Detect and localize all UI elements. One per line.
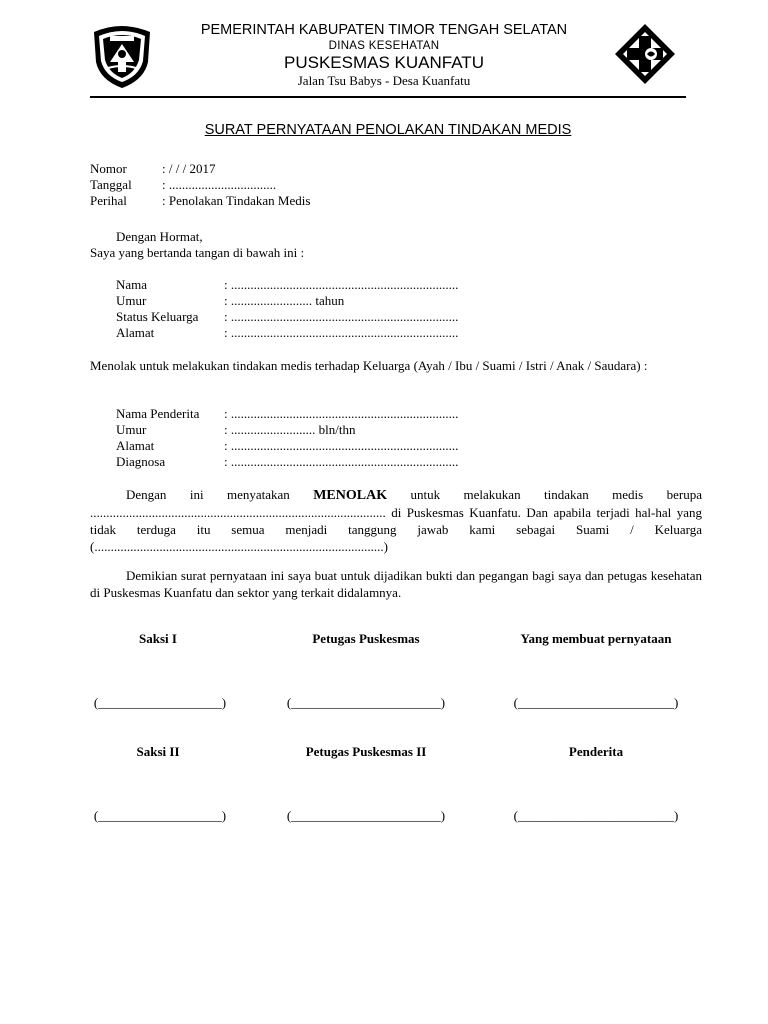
document-title: SURAT PERNYATAAN PENOLAKAN TINDAKAN MEDIS bbox=[204, 122, 572, 138]
meta-nomor: Nomor : / / / 2017 bbox=[90, 161, 216, 176]
signer-field-alamat: Alamat : ...................................................................... bbox=[116, 325, 459, 340]
declaration-part2: untuk melakukan tindakan medis berupa ........................................................................................... di Puskesmas Kuanfatu. Dan apabila terjadi hal-hal yang tidak terduga itu semua menjadi tanggung jawab kami sebagai Suami / Keluarga (.........................................................................................) bbox=[90, 487, 702, 554]
signature-title-petugas: Petugas Puskesmas bbox=[312, 631, 420, 646]
meta-perihal: Perihal : Penolakan Tindakan Medis bbox=[90, 193, 311, 208]
puskesmas-logo bbox=[613, 22, 677, 86]
declaration-part1: Dengan ini menyatakan bbox=[126, 487, 290, 502]
refusal-statement: Menolak untuk melakukan tindakan medis terhadap Keluarga (Ayah / Ibu / Suami / Istri / Anak / Saudara) : bbox=[90, 358, 648, 373]
letterhead-divider bbox=[90, 96, 686, 98]
meta-tanggal: Tanggal : ................................. bbox=[90, 177, 277, 192]
letterhead-address: Jalan Tsu Babys - Desa Kuanfatu bbox=[297, 73, 471, 88]
signer-field-nama: Nama : ...................................................................... bbox=[116, 277, 459, 292]
signature-line-penderita: (________________________) bbox=[513, 808, 679, 823]
letterhead-government: PEMERINTAH KABUPATEN TIMOR TENGAH SELATAN bbox=[200, 22, 568, 38]
greeting: Dengan Hormat, bbox=[116, 229, 203, 244]
regency-emblem-logo bbox=[88, 22, 156, 90]
signature-title-pembuat: Yang membuat pernyataan bbox=[520, 631, 672, 646]
signer-field-umur: Umur : ......................... tahun bbox=[116, 293, 345, 308]
patient-field-nama: Nama Penderita : ...................................................................... bbox=[116, 406, 459, 421]
signature-title-petugas-2: Petugas Puskesmas II bbox=[305, 744, 427, 759]
signature-line-pembuat: (________________________) bbox=[513, 695, 679, 710]
signature-line-petugas-2: (_______________________) bbox=[286, 808, 446, 823]
signer-field-status: Status Keluarga : ...................................................................... bbox=[116, 309, 459, 324]
patient-field-alamat: Alamat : ...................................................................... bbox=[116, 438, 459, 453]
declaration-paragraph bbox=[90, 486, 702, 555]
intro-text: Saya yang bertanda tangan di bawah ini : bbox=[90, 245, 305, 260]
signature-line-petugas: (_______________________) bbox=[286, 695, 446, 710]
declaration-emphasis: MENOLAK bbox=[313, 488, 388, 503]
letterhead-office: DINAS KESEHATAN bbox=[328, 40, 440, 52]
signature-title-saksi-1: Saksi I bbox=[139, 631, 177, 646]
patient-field-umur: Umur : .......................... bln/thn bbox=[116, 422, 356, 437]
signature-title-penderita: Penderita bbox=[568, 744, 624, 759]
letterhead-institution: PUSKESMAS KUANFATU bbox=[284, 53, 484, 72]
patient-field-diagnosa: Diagnosa : ...................................................................... bbox=[116, 454, 459, 469]
closing-paragraph: Demikian surat pernyataan ini saya buat untuk dijadikan bukti dan pegangan bagi saya dan petugas kesehatan di Puskesmas Kuanfatu dan sektor yang terkait didalamnya. bbox=[90, 568, 702, 600]
signature-line-saksi-1: (___________________) bbox=[93, 695, 227, 710]
signature-title-saksi-2: Saksi II bbox=[136, 744, 180, 759]
signature-line-saksi-2: (___________________) bbox=[93, 808, 227, 823]
